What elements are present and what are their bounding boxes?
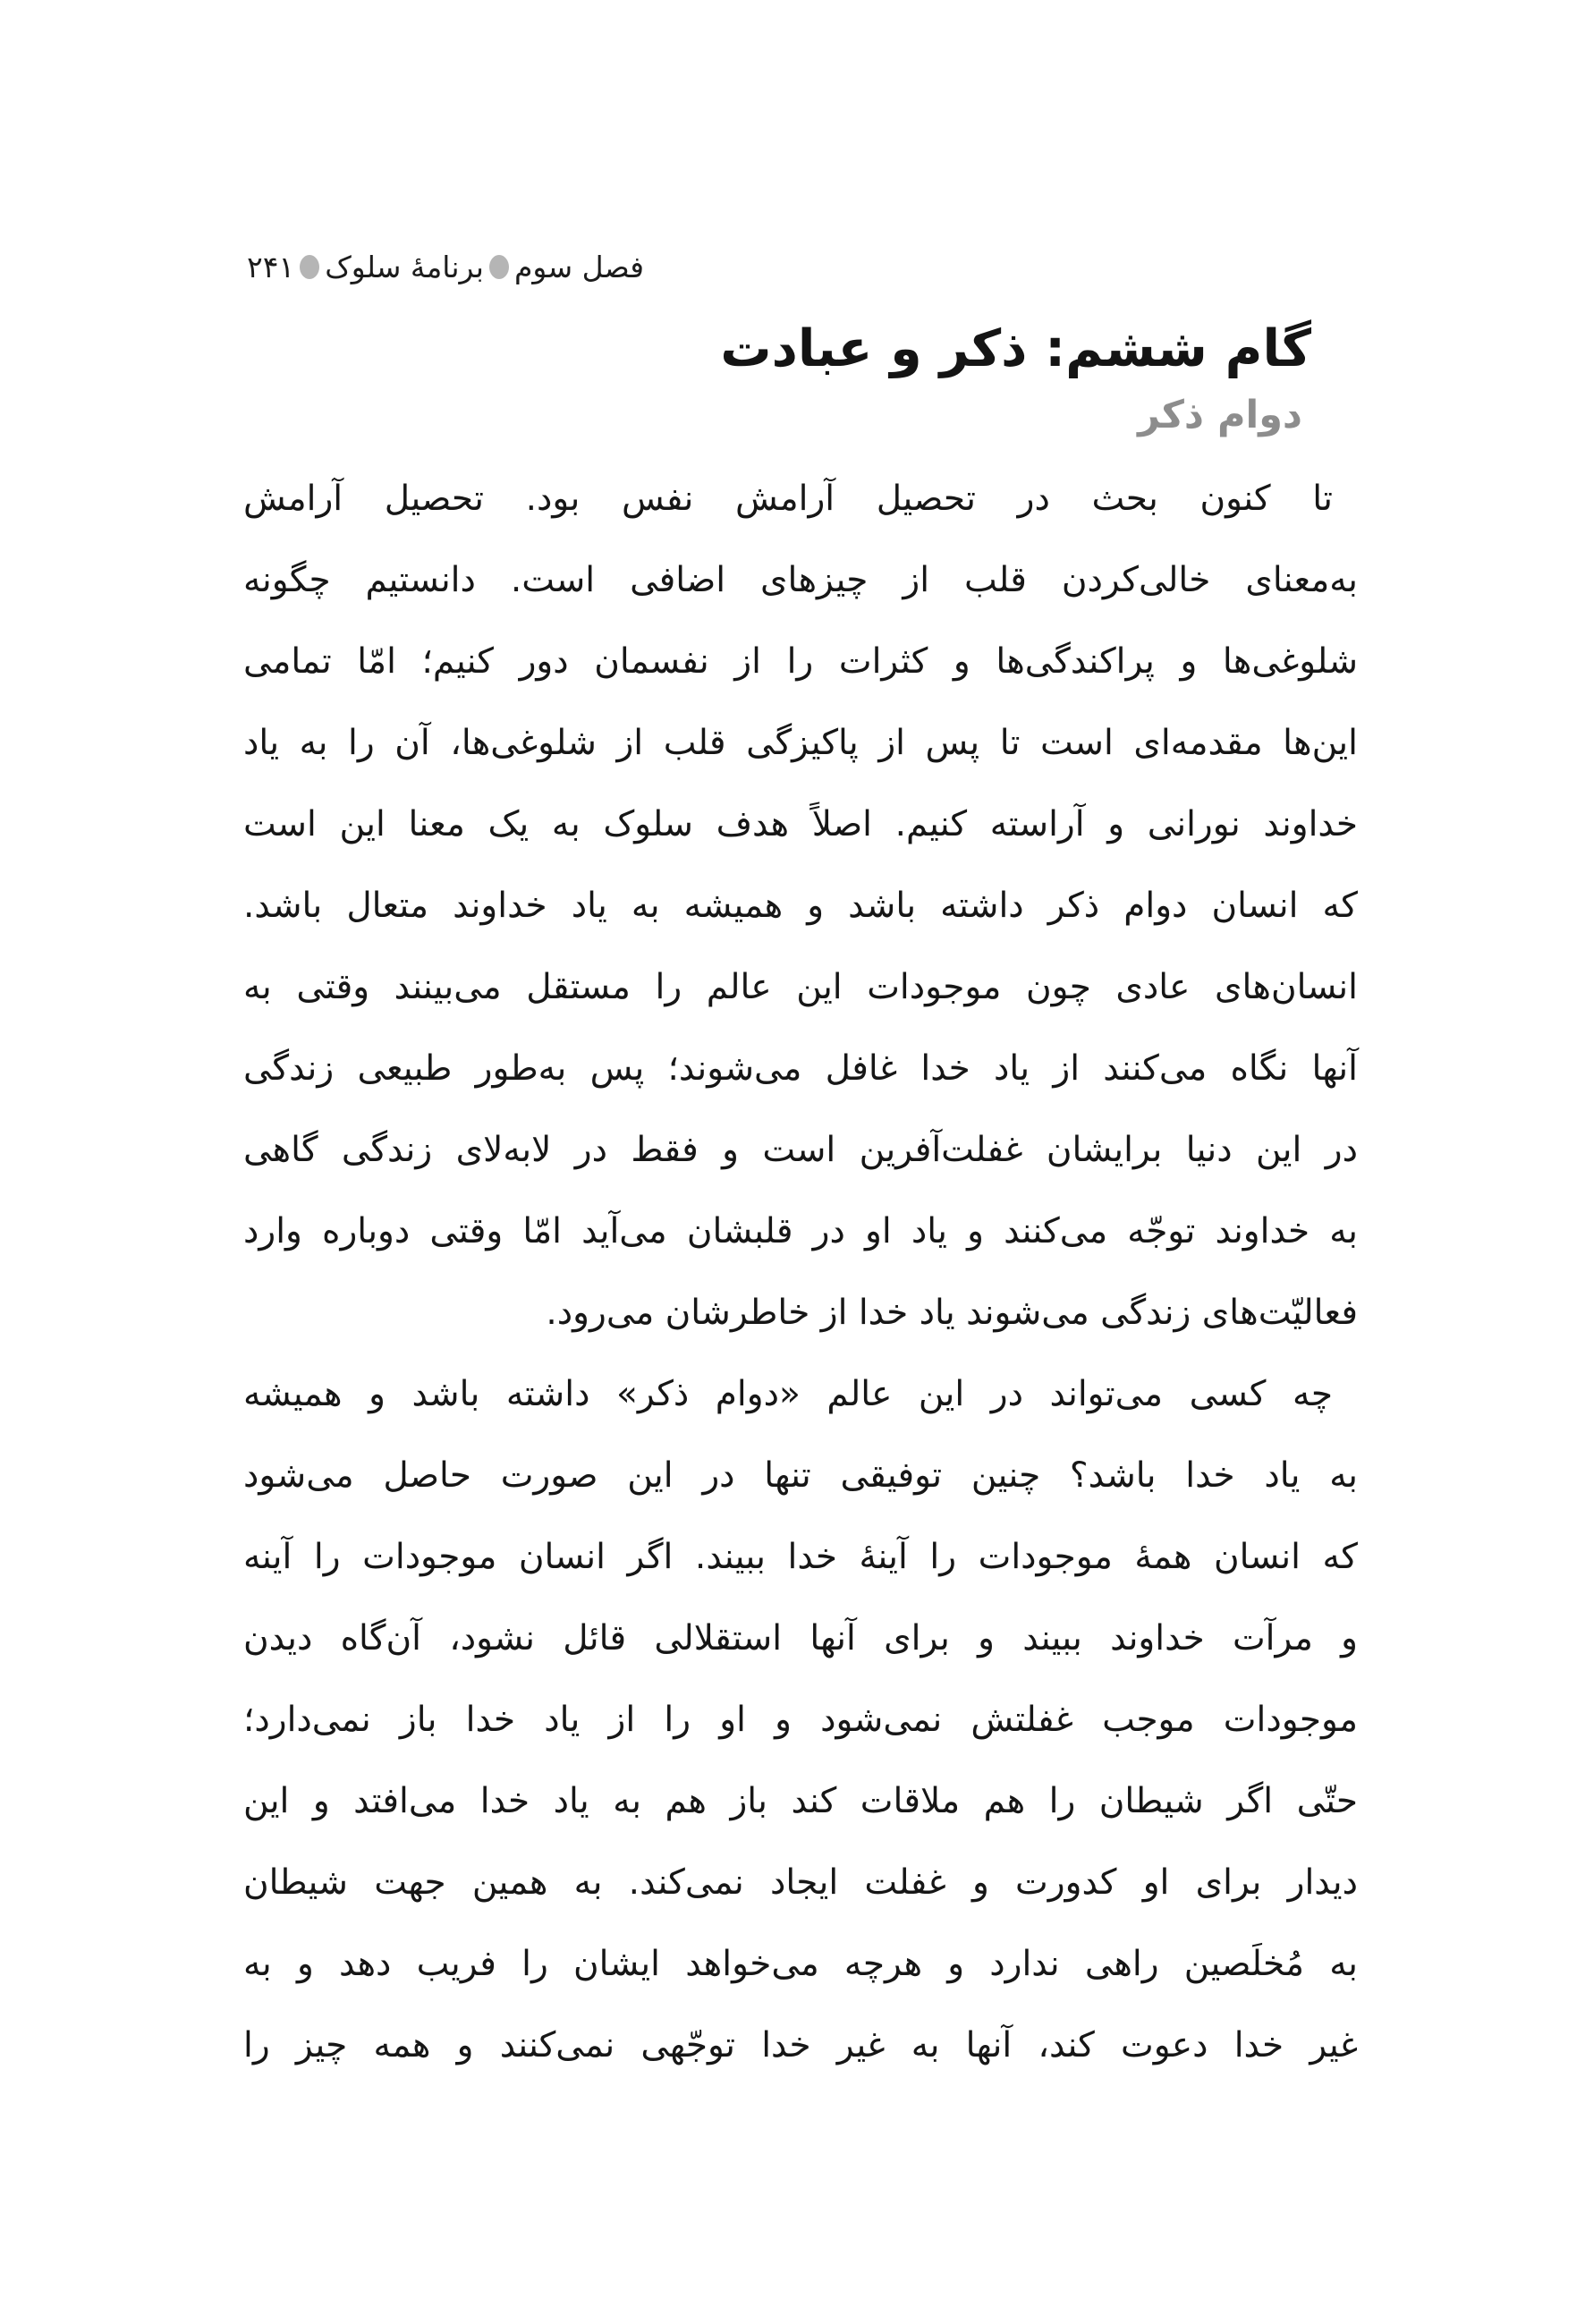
text-column xyxy=(243,317,1358,2086)
chapter-label: فصل سوم xyxy=(513,249,644,284)
body-text-line: موجودات موجب غفلتش نمی‌شود و او را از یاد خدا باز نمی‌دارد؛ xyxy=(243,1700,1358,1740)
body-text-line: انسان‌های عادی چون موجودات این عالم را مستقل می‌بینند وقتی به xyxy=(243,967,1358,1007)
section-heading: گام ششم: ذکر و عبادت xyxy=(720,319,1311,378)
body-text-line: چه کسی می‌تواند در این عالم «دوام ذکر» داشته باشد و همیشه xyxy=(243,1374,1333,1414)
body-text-line: به مُخلَصین راهی ندارد و هرچه می‌خواهد ایشان را فریب دهد و به xyxy=(243,1944,1358,1984)
body-text-line: دیدار برای او کدورت و غفلت ایجاد نمی‌کند. به همین جهت شیطان xyxy=(243,1862,1358,1903)
body-text xyxy=(243,458,1358,2086)
running-header xyxy=(247,238,644,295)
book-title-label: برنامهٔ سلوک xyxy=(325,249,484,284)
bullet-icon xyxy=(300,255,319,279)
page-number: ۲۴۱ xyxy=(247,249,295,284)
body-text-line: که انسان همهٔ موجودات را آینهٔ خدا ببیند. اگر انسان موجودات را آینه xyxy=(243,1537,1358,1577)
body-text-line: حتّی اگر شیطان را هم ملاقات کند باز هم به یاد خدا می‌افتد و این xyxy=(243,1781,1358,1821)
body-text-line: در این دنیا برایشان غفلت‌آفرین است و فقط در لابه‌لای زندگی گاهی xyxy=(243,1130,1358,1170)
body-text-line: خداوند نورانی و آراسته کنیم. اصلاً هدف سلوک به یک معنا این است xyxy=(243,804,1358,844)
body-text-line: فعالیّت‌های زندگی می‌شوند یاد خدا از خاطرشان می‌رود. xyxy=(546,1293,1358,1333)
body-text-line: که انسان دوام ذکر داشته باشد و همیشه به یاد خداوند متعال باشد. xyxy=(243,886,1358,926)
body-text-line: این‌ها مقدمه‌ای است تا پس از پاکیزگی قلب از شلوغی‌ها، آن را به یاد xyxy=(243,723,1358,763)
subsection-heading: دوام ذکر xyxy=(1138,393,1302,437)
body-text-line: شلوغی‌ها و پراکندگی‌ها و کثرات را از نفسمان دور کنیم؛ امّا تمامی xyxy=(243,641,1358,682)
body-text-line: و مرآت خداوند ببیند و برای آنها استقلالی قائل نشود، آن‌گاه دیدن xyxy=(243,1618,1358,1658)
body-text-line: به‌معنای خالی‌کردن قلب از چیزهای اضافی است. دانستیم چگونه xyxy=(243,560,1358,600)
body-text-line: به یاد خدا باشد؟ چنین توفیقی تنها در این صورت حاصل می‌شود xyxy=(243,1455,1358,1496)
body-text-line: غیر خدا دعوت کند، آنها به غیر خدا توجّهی نمی‌کنند و همه چیز را xyxy=(243,2025,1358,2065)
body-text-line: آنها نگاه می‌کنند از یاد خدا غافل می‌شوند؛ پس به‌طور طبیعی زندگی xyxy=(243,1048,1358,1089)
bullet-icon xyxy=(489,255,509,279)
body-text-line: به خداوند توجّه می‌کنند و یاد او در قلبشان می‌آید امّا وقتی دوباره وارد xyxy=(243,1211,1358,1251)
body-text-line: تا کنون بحث در تحصیل آرامش نفس بود. تحصیل آرامش xyxy=(243,479,1333,519)
